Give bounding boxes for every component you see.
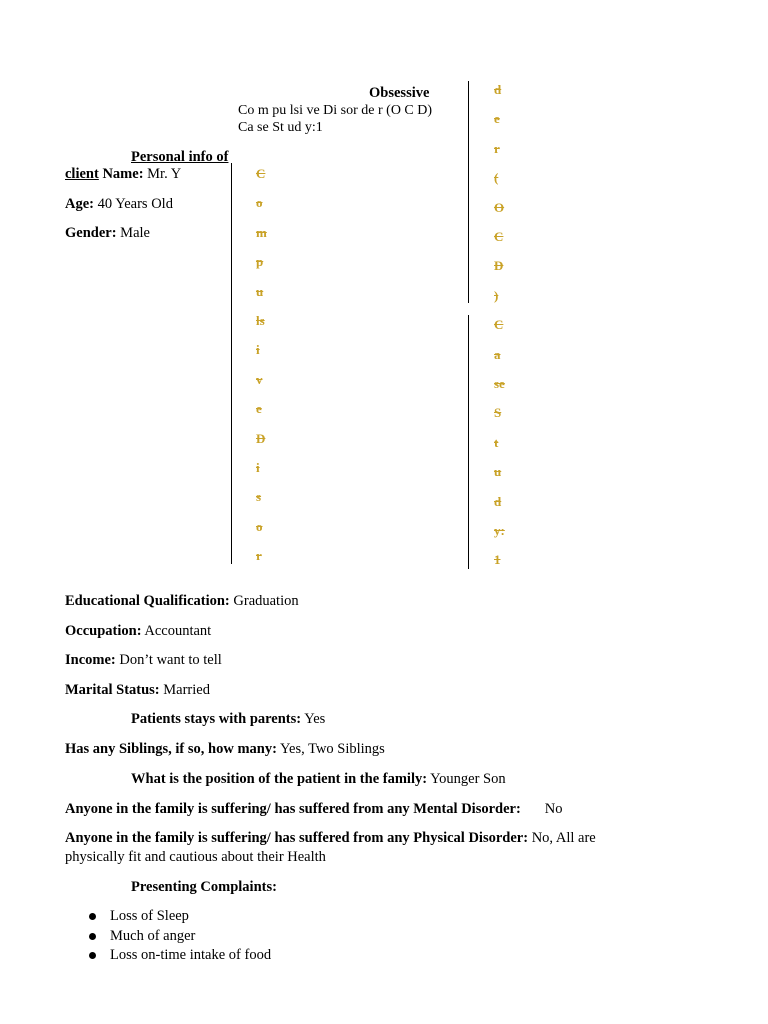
vertical-right-char: D [494,258,504,274]
vertical-left-char: ls [256,313,265,328]
detail-label: Anyone in the family is suffering/ has suffered from any Mental Disorder: [65,801,521,817]
detail-label: Marital Status: [65,682,160,698]
detail-row [65,801,563,818]
detail-value: Accountant [141,623,212,639]
vertical-left-char: p [256,254,264,270]
vertical-right-char: d [494,493,502,509]
personal-info-heading-cont: client [65,166,99,182]
detail-value: Graduation [229,593,299,609]
detail-row [65,593,299,610]
detail-row [131,771,506,788]
vertical-right-char: 1 [494,552,501,568]
vertical-right-char: C [494,317,504,333]
vertical-left-char: m [256,224,267,240]
vertical-left-char: r [256,548,262,564]
detail-label: Income: [65,652,116,668]
detail-value: Married [159,682,210,698]
vertical-left-char: C [256,166,266,181]
vertical-right-char: e [494,111,500,127]
vertical-right-char: r [494,140,500,156]
name-line [65,166,181,183]
physical-disorder-value: No, All are [528,830,596,846]
list-item: Loss of Sleep [65,907,271,927]
vertical-right-char: u [494,464,502,480]
vertical-left-char: i [256,460,260,475]
vertical-left-char: i [256,342,260,358]
vertical-right-char: C [494,229,504,244]
vertical-right-char: d [494,82,502,97]
vertical-left-char: v [256,371,263,387]
vertical-left-char: e [256,401,262,417]
vertical-left-char: o [256,195,263,211]
gender-line [65,225,150,242]
right-column-divider-bottom [468,315,469,569]
vertical-left-char: s [256,489,262,505]
detail-row [65,682,210,699]
physical-disorder-line [65,830,596,847]
title-line-disorder: Co m pu lsi ve Di sor de r (O C D) [238,103,433,118]
vertical-right-char: t [494,434,499,450]
detail-row [65,623,211,640]
vertical-right-char: S [494,405,502,421]
vertical-right-char: ( [494,170,499,186]
detail-row [65,741,385,758]
gender-label: Gender: [65,225,117,241]
right-column-divider-top [468,81,469,303]
name-label: Name: [102,166,144,182]
vertical-right-char: a [494,346,501,362]
detail-value: Don’t want to tell [115,652,222,668]
complaints-list [65,907,271,966]
vertical-right-char: ) [494,287,499,303]
detail-row [65,652,222,669]
detail-label: Has any Siblings, if so, how many: [65,741,277,757]
age-label: Age: [65,196,94,212]
gender-value: Male [116,225,150,241]
detail-value: Yes, Two Siblings [276,741,385,757]
detail-value: Yes [301,711,326,727]
detail-row [131,711,325,728]
detail-label: Patients stays with parents: [131,711,302,727]
title-line-case-study: Ca se St ud y:1 [238,120,323,135]
personal-info-heading: Personal info of [131,149,229,165]
name-value: Mr. Y [143,166,182,182]
list-item: Much of anger [65,927,271,947]
detail-label: Occupation: [65,623,142,639]
left-column-divider [231,163,232,564]
detail-value: Younger Son [427,771,506,787]
vertical-left-char: o [256,518,263,534]
detail-label: What is the position of the patient in the family: [131,771,428,787]
presenting-complaints-heading: Presenting Complaints: [131,879,277,895]
vertical-left-char: D [256,430,266,446]
physical-disorder-value-line2: physically fit and cautious about their Health [65,849,326,865]
list-item: Loss on-time intake of food [65,946,271,966]
title-obsessive: Obsessive [369,85,430,101]
detail-value: No [544,801,563,817]
detail-label: Educational Qualification: [65,593,230,609]
age-line [65,196,173,213]
physical-disorder-label: Anyone in the family is suffering/ has suffered from any Physical Disorder: [65,830,529,846]
vertical-right-char: y: [494,523,505,538]
age-value: 40 Years Old [94,196,173,212]
vertical-right-char: O [494,199,505,215]
vertical-right-char: se [494,376,505,391]
vertical-left-char: u [256,283,264,299]
